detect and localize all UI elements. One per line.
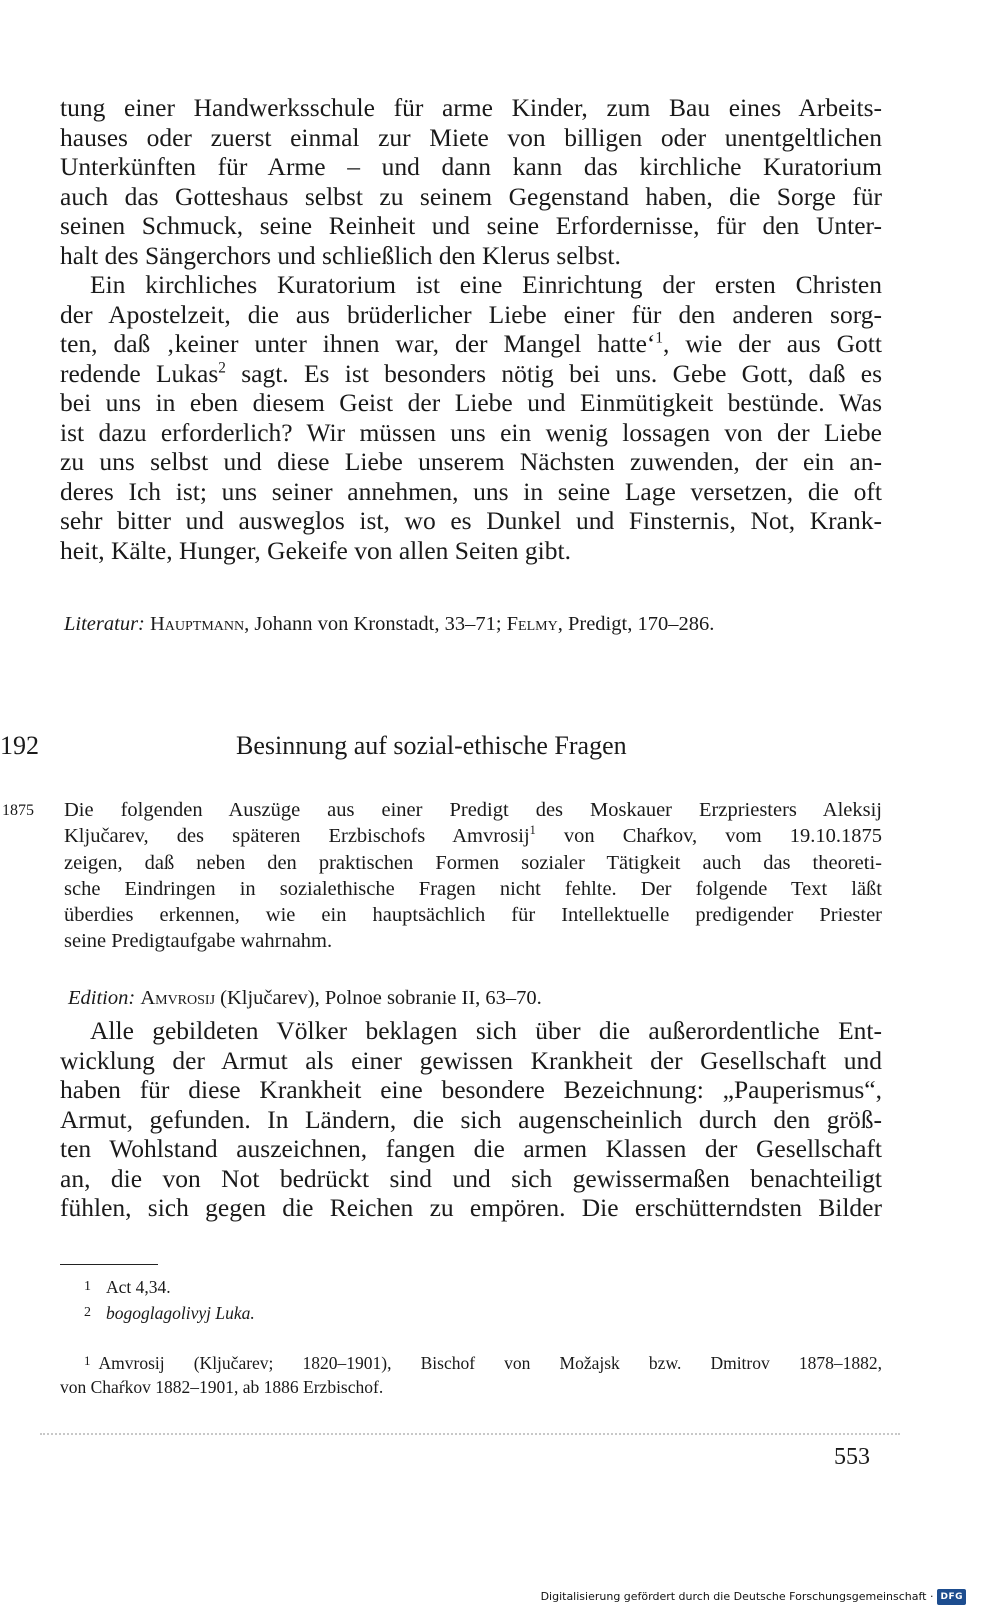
- footnote-number: 1: [84, 1353, 91, 1368]
- second-paragraph: [60, 270, 882, 565]
- page-number: 553: [834, 1444, 870, 1470]
- text-line: fühlen, sich gegen die Reichen zu empören. Die erschütterndsten Bilder: [60, 1193, 882, 1222]
- text-line: tung einer Handwerksschule für arme Kinder, zum Bau eines Arbeits-: [60, 93, 882, 122]
- quote-text: ten, daß ‚keiner unter ihnen war, der Mangel hatte‘: [60, 329, 656, 358]
- literature-reference: [64, 611, 884, 637]
- sermon-paragraph: [60, 1016, 882, 1223]
- intro-footnote: [60, 1349, 882, 1399]
- footnote-text: Amvrosij (Ključarev; 1820–1901), Bischof von Možajsk bzw. Dmitrov 1878–1882,: [98, 1353, 882, 1373]
- text-line: seine Predigtaufgabe wahrnahm.: [64, 930, 333, 953]
- footnote-divider: [60, 1264, 158, 1265]
- footnote-number: 1: [84, 1279, 91, 1294]
- footnote: [84, 1302, 255, 1324]
- text-line: sche Eindringen in sozialethische Fragen nicht fehlte. Der folgende Text läßt: [64, 877, 882, 900]
- text-line-with-footnote: [60, 359, 882, 389]
- text-line: hauses oder zuerst einmal zur Miete von billigen oder unentgeltlichen: [60, 122, 882, 152]
- author-name: Amvrosij: [140, 987, 216, 1009]
- text-line: Die folgenden Auszüge aus einer Predigt des Moskauer Erzpriesters Aleksij: [64, 799, 882, 821]
- text-line: Alle gebildeten Völker beklagen sich über die außerordentliche Ent-: [90, 1016, 882, 1045]
- text-line: ten Wohlstand auszeichnen, fangen die armen Klassen der Gesellschaft: [60, 1134, 882, 1163]
- text-line: ist dazu erforderlich? Wir müssen uns ein wenig lossagen von der Liebe: [60, 417, 882, 447]
- edition-reference: [68, 985, 878, 1011]
- text-segment: redende Lukas: [60, 358, 219, 388]
- credit-text: Digitalisierung gefördert durch die Deutsche Forschungsgemeinschaft ·: [540, 1590, 934, 1603]
- text-line: Unterkünften für Arme – und dann kann das kirchliche Kuratorium: [60, 152, 882, 181]
- text-line: auch das Gotteshaus selbst zu seinem Gegenstand haben, die Sorge für: [60, 181, 882, 211]
- text-line: deres Ich ist; uns seiner annehmen, uns in seine Lage versetzen, die oft: [60, 476, 882, 506]
- text-line: von Chaŕkov 1882–1901, ab 1886 Erzbischof.: [60, 1377, 384, 1397]
- text-line: sehr bitter und ausweglos ist, wo es Dunkel und Finsternis, Not, Krank-: [60, 506, 882, 535]
- text-segment: von Chaŕkov, vom 19.10.1875: [535, 825, 883, 848]
- dfg-logo: DFG: [937, 1589, 966, 1605]
- text-line: [60, 1349, 882, 1375]
- section-title: Besinnung auf sozial-ethische Fragen: [236, 731, 627, 760]
- footnote-number: 2: [84, 1305, 91, 1320]
- text-line: zu uns selbst und diese Liebe unserem Nächsten zuwenden, der ein an-: [60, 447, 882, 476]
- literature-label: Literatur:: [64, 613, 145, 635]
- text-line: Ein kirchliches Kuratorium ist eine Einrichtung der ersten Christen: [90, 270, 882, 299]
- text-segment: sagt. Es ist besonders nötig bei uns. Gebe Gott, daß es: [225, 358, 882, 388]
- margin-year: 1875: [2, 802, 34, 819]
- text-line: Armut, gefunden. In Ländern, die sich augenscheinlich durch den größ-: [60, 1104, 882, 1134]
- work-title: , Johann von Kronstadt, 33–71;: [244, 613, 507, 635]
- text-segment: , wie der aus Gott: [663, 329, 882, 358]
- text-line: der Apostelzeit, die aus brüderlicher Liebe einer für den anderen sorg-: [60, 299, 882, 329]
- text-line: seinen Schmuck, seine Reinheit und seine Erfordernisse, für den Unter-: [60, 211, 882, 240]
- work-title: , Predigt, 170–286.: [557, 613, 715, 635]
- text-line: halt des Sängerchors und schließlich den Klerus selbst.: [60, 240, 621, 270]
- footnote-text: bogoglagolivyj Luka.: [106, 1303, 255, 1323]
- author-name: Felmy: [506, 613, 558, 635]
- edition-label: Edition:: [68, 987, 136, 1009]
- digitization-credit: [541, 1589, 966, 1605]
- intro-paragraph: [64, 797, 882, 955]
- author-name: Hauptmann: [150, 613, 245, 635]
- text-line: zeigen, daß neben den praktischen Formen sozialer Tätigkeit auch das theoreti-: [64, 851, 882, 874]
- text-segment: Ključarev, des späteren Erzbischofs Amvrosij: [64, 825, 530, 848]
- top-paragraph: [60, 93, 882, 270]
- footnote: [84, 1276, 171, 1298]
- page-bleed-line: [40, 1433, 900, 1435]
- footnote-text: Act 4,34.: [106, 1277, 171, 1297]
- footnote-marker: 1: [529, 823, 536, 838]
- text-line: überdies erkennen, wie ein hauptsächlich für Intellektuelle predigender Priester: [64, 904, 882, 927]
- edition-source: (Ključarev), Polnoe sobranie II, 63–70.: [215, 987, 542, 1009]
- footnote-marker: 1: [655, 329, 664, 347]
- text-line: heit, Kälte, Hunger, Gekeife von allen Seiten gibt.: [60, 535, 571, 565]
- text-line-with-footnote: [60, 329, 882, 359]
- text-line: haben für diese Krankheit eine besondere Bezeichnung: „Pauperismus“,: [60, 1075, 882, 1104]
- text-line: an, die von Not bedrückt sind und sich gewissermaßen benachteiligt: [60, 1163, 882, 1193]
- footnote-marker: 2: [218, 359, 226, 376]
- section-number: 192: [0, 731, 39, 760]
- text-line-with-footnote: [64, 823, 882, 849]
- text-line: wicklung der Armut als einer gewissen Krankheit der Gesellschaft und: [60, 1045, 882, 1075]
- text-line: bei uns in eben diesem Geist der Liebe und Einmütigkeit bestünde. Was: [60, 388, 882, 417]
